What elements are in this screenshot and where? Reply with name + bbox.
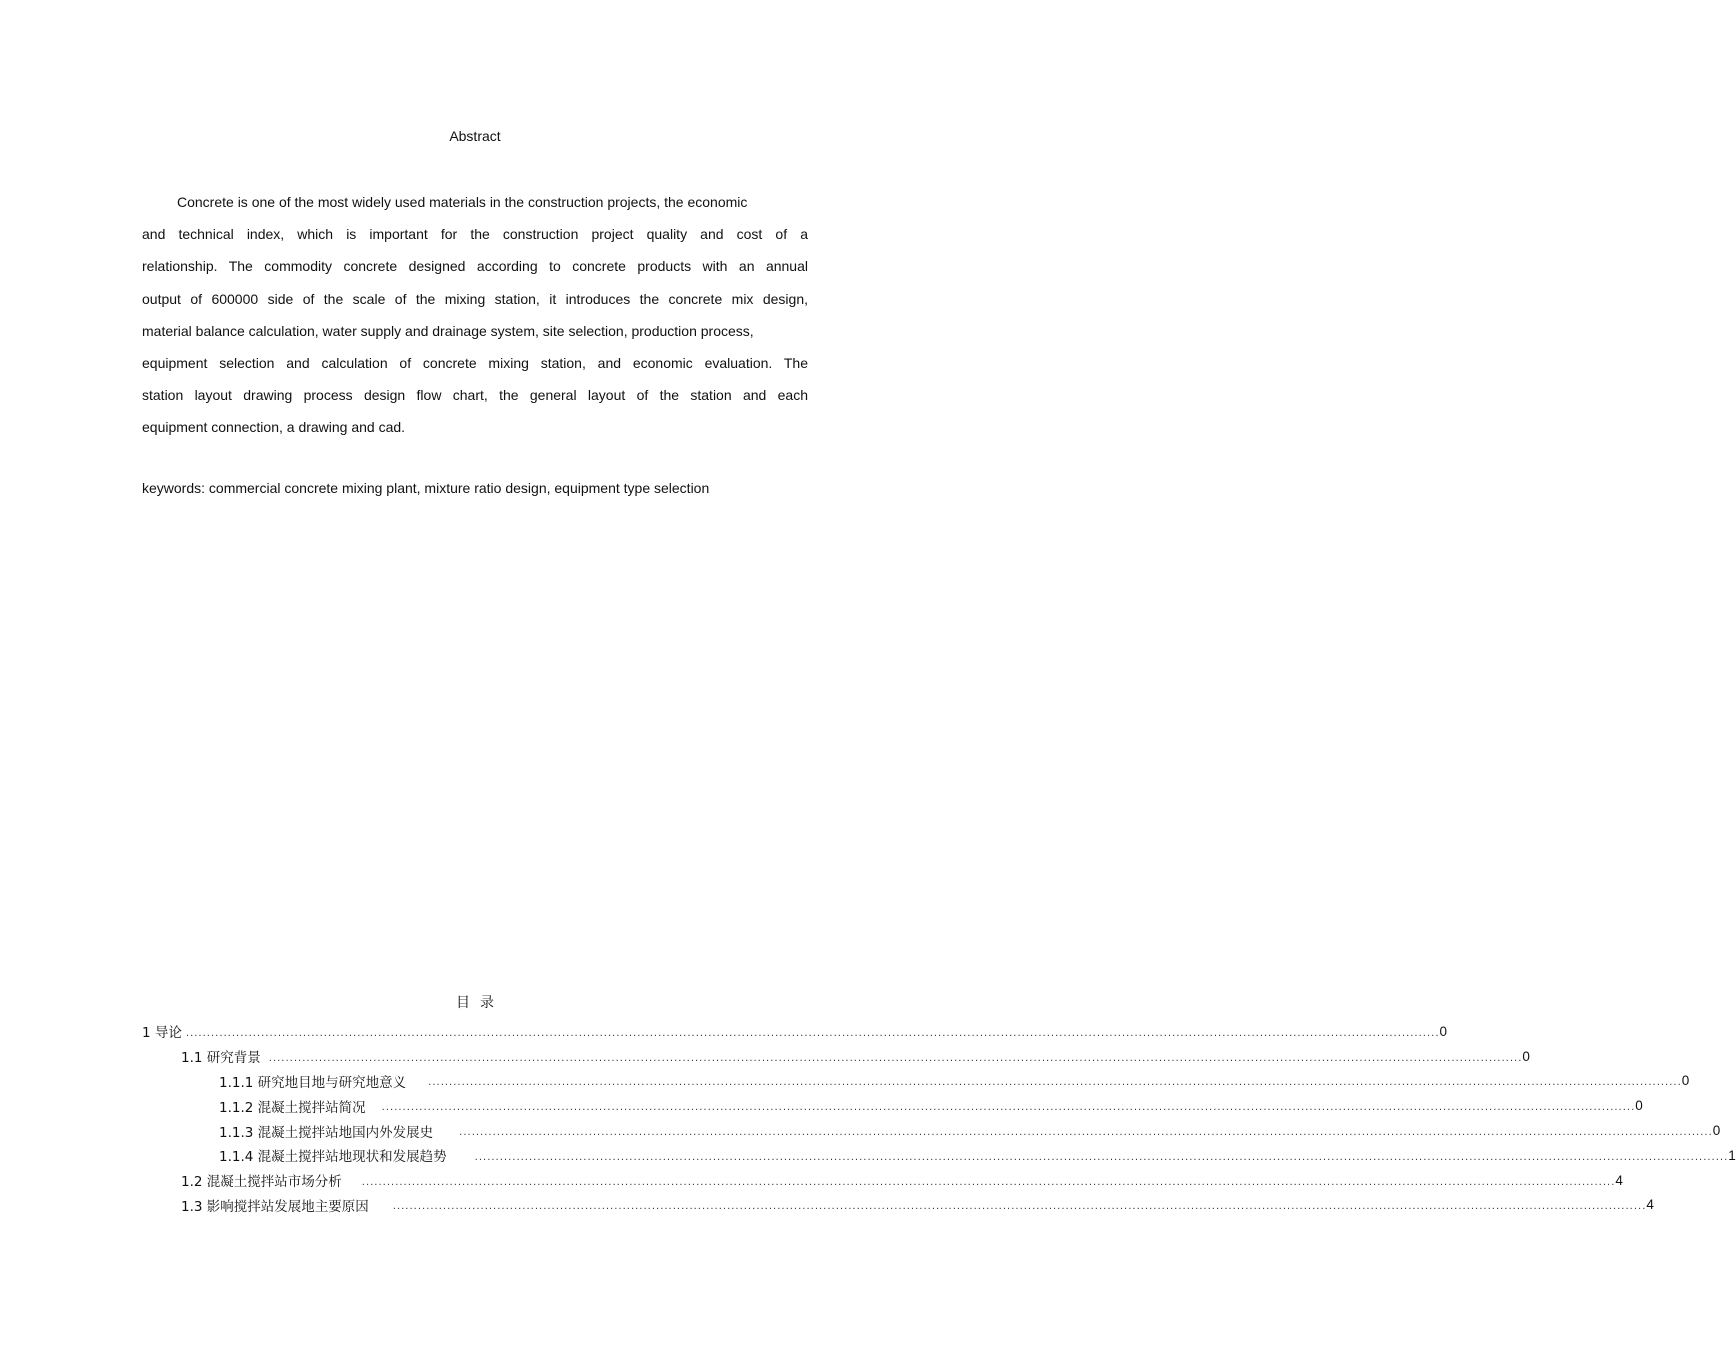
toc-entry[interactable]	[142, 1069, 1690, 1094]
toc-entry[interactable]	[142, 1044, 1530, 1069]
toc-entry-page: 1	[1728, 1147, 1736, 1163]
table-of-contents	[142, 1019, 1736, 1217]
toc-entry[interactable]	[142, 1143, 1736, 1168]
toc-entry-label: 1.2 混凝土搅拌站市场分析	[181, 1174, 342, 1191]
toc-leader-dots: ............................................................................................................................................................................................................................................................................................................	[185, 1027, 1440, 1039]
toc-entry-page: 0	[1439, 1023, 1448, 1039]
keywords: keywords: commercial concrete mixing plant, mixture ratio design, equipment type selection	[142, 480, 710, 496]
toc-entry[interactable]	[142, 1118, 1721, 1143]
toc-leader-dots: ............................................................................................................................................................................................................................................................................................................	[268, 1052, 1523, 1064]
abstract-line: material balance calculation, water supply and drainage system, site selection, production process,	[142, 322, 754, 339]
toc-leader-dots: ............................................................................................................................................................................................................................................................................................................	[392, 1201, 1647, 1213]
abstract-line: Concrete is one of the most widely used materials in the construction projects, the economic	[177, 194, 748, 210]
toc-entry-label: 1.1.3 混凝土搅拌站地国内外发展史	[219, 1124, 434, 1141]
toc-leader-dots: ............................................................................................................................................................................................................................................................................................................	[381, 1102, 1636, 1114]
toc-entry-page: 4	[1615, 1172, 1623, 1188]
toc-leader-dots: ............................................................................................................................................................................................................................................................................................................	[361, 1176, 1616, 1188]
toc-entry-page: 0	[1712, 1123, 1721, 1139]
abstract-line: output of 600000 side of the scale of the mixing station, it introduces the concrete mix design,	[142, 290, 808, 307]
toc-entry-page: 4	[1646, 1197, 1654, 1213]
toc-entry-page: 0	[1681, 1073, 1690, 1089]
abstract-line: equipment selection and calculation of concrete mixing station, and economic evaluation. The	[142, 354, 808, 371]
toc-entry[interactable]	[142, 1193, 1654, 1218]
toc-entry-label: 1.1.1 研究地目地与研究地意义	[219, 1074, 407, 1091]
toc-entry-page: 0	[1635, 1098, 1643, 1114]
toc-entry-page: 0	[1522, 1048, 1530, 1064]
toc-entry[interactable]	[142, 1168, 1623, 1193]
toc-entry-label: 1.1 研究背景	[181, 1050, 261, 1067]
toc-entry[interactable]	[142, 1019, 1448, 1044]
abstract-body	[142, 186, 808, 444]
toc-leader-dots: ............................................................................................................................................................................................................................................................................................................	[459, 1127, 1713, 1139]
toc-entry-label: 1.1.4 混凝土搅拌站地现状和发展趋势	[219, 1149, 447, 1166]
abstract-title: Abstract	[449, 128, 501, 144]
abstract-line: station layout drawing process design flow chart, the general layout of the station and each	[142, 387, 808, 404]
toc-entry[interactable]	[142, 1093, 1643, 1118]
toc-leader-dots: ............................................................................................................................................................................................................................................................................................................	[474, 1151, 1729, 1163]
abstract-line: relationship. The commodity concrete designed according to concrete products with an annual	[142, 258, 808, 275]
toc-entry-label: 1.3 影响搅拌站发展地主要原因	[181, 1198, 369, 1215]
toc-entry-label: 1 导论	[142, 1025, 182, 1042]
abstract-line: and technical index, which is important for the construction project quality and cost of a	[142, 226, 808, 243]
toc-title: 目录	[456, 995, 504, 1011]
toc-leader-dots: ............................................................................................................................................................................................................................................................................................................	[428, 1077, 1682, 1089]
abstract-line: equipment connection, a drawing and cad.	[142, 419, 406, 436]
toc-entry-label: 1.1.2 混凝土搅拌站简况	[219, 1099, 366, 1116]
